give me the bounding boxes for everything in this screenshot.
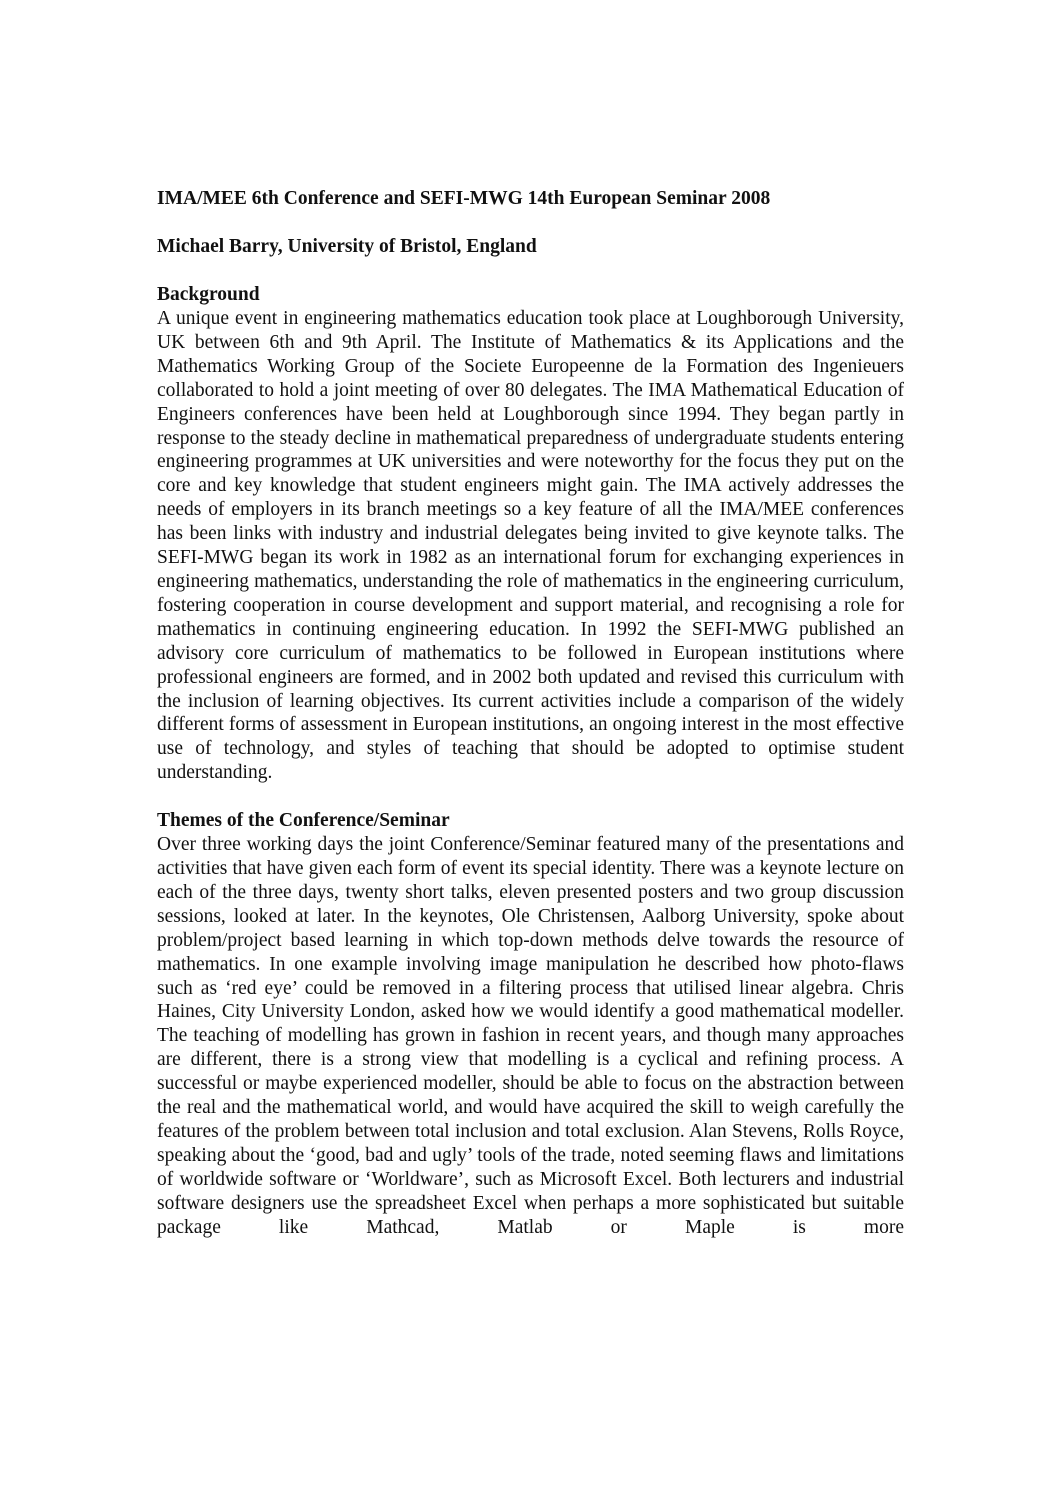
section-body: Over three working days the joint Conference/Seminar featured many of the presentations and activities that have given each form of event its special identity. There was a keynote lecture on each of the three days, twenty short talks, eleven presented posters and two group discussion sessions, looked at later. In the keynotes, Ole Christensen, Aalborg University, spoke about problem/project based learning in which top-down methods delve towards the resource of mathematics. In one example involving image manipulation he described how photo-flaws such as ‘red eye’ could be removed in a filtering process that utilised linear algebra. Chris Haines, City University London, asked how we would identify a good mathematical modeller. The teaching of modelling has grown in fashion in recent years, and though many approaches are different, there is a strong view that modelling is a cyclical and refining process. A successful or maybe experienced modeller, should be able to focus on the abstraction between the real and the mathematical world, and would have acquired the skill to weigh carefully the features of the problem between total inclusion and total exclusion. Alan Stevens, Rolls Royce, speaking about the ‘good, bad and ugly’ tools of the trade, noted seeming flaws and limitations of worldwide software or ‘Worldware’, such as Microsoft Excel. Both lecturers and industrial software designers use the spreadsheet Excel when perhaps a more sophisticated but suitable package like Mathcad, Matlab or Maple is more: [157, 834, 904, 1238]
document-author: Michael Barry, University of Bristol, England: [157, 236, 537, 257]
section-body: A unique event in engineering mathematics education took place at Loughborough University, UK between 6th and 9th April. The Institute of Mathematics & its Applications and the Mathematics Working Group of the Societe Europeenne de la Formation des Ingenieuers collaborated to hold a joint meeting of over 80 delegates. The IMA Mathematical Education of Engineers conferences have been held at Loughborough since 1994. They began partly in response to the steady decline in mathematical preparedness of undergraduate students entering engineering programmes at UK universities and were noteworthy for the focus they put on the core and key knowledge that student engineers might gain. The IMA actively addresses the needs of employers in its branch meetings so a key feature of all the IMA/MEE conferences has been links with industry and industrial delegates being invited to give keynote talks. The SEFI-MWG began its work in 1982 as an international forum for exchanging experiences in engineering mathematics, understanding the role of mathematics in the engineering curriculum, fostering cooperation in course development and support material, and recognising a role for mathematics in continuing engineering education. In 1992 the SEFI-MWG published an advisory core curriculum of mathematics to be followed in European institutions where professional engineers are formed, and in 2002 both updated and revised this curriculum with the inclusion of learning objectives. Its current activities include a comparison of the widely different forms of assessment in European institutions, an ongoing interest in the most effective use of technology, and styles of teaching that should be adopted to optimise student understanding.: [157, 308, 904, 784]
section-themes: [157, 809, 904, 1239]
section-heading: Background: [157, 284, 260, 305]
document-title: IMA/MEE 6th Conference and SEFI-MWG 14th European Seminar 2008: [157, 188, 771, 209]
document-page: [157, 187, 904, 1240]
section-background: [157, 283, 904, 785]
section-divider: [157, 785, 904, 809]
section-heading: Themes of the Conference/Seminar: [157, 810, 450, 832]
